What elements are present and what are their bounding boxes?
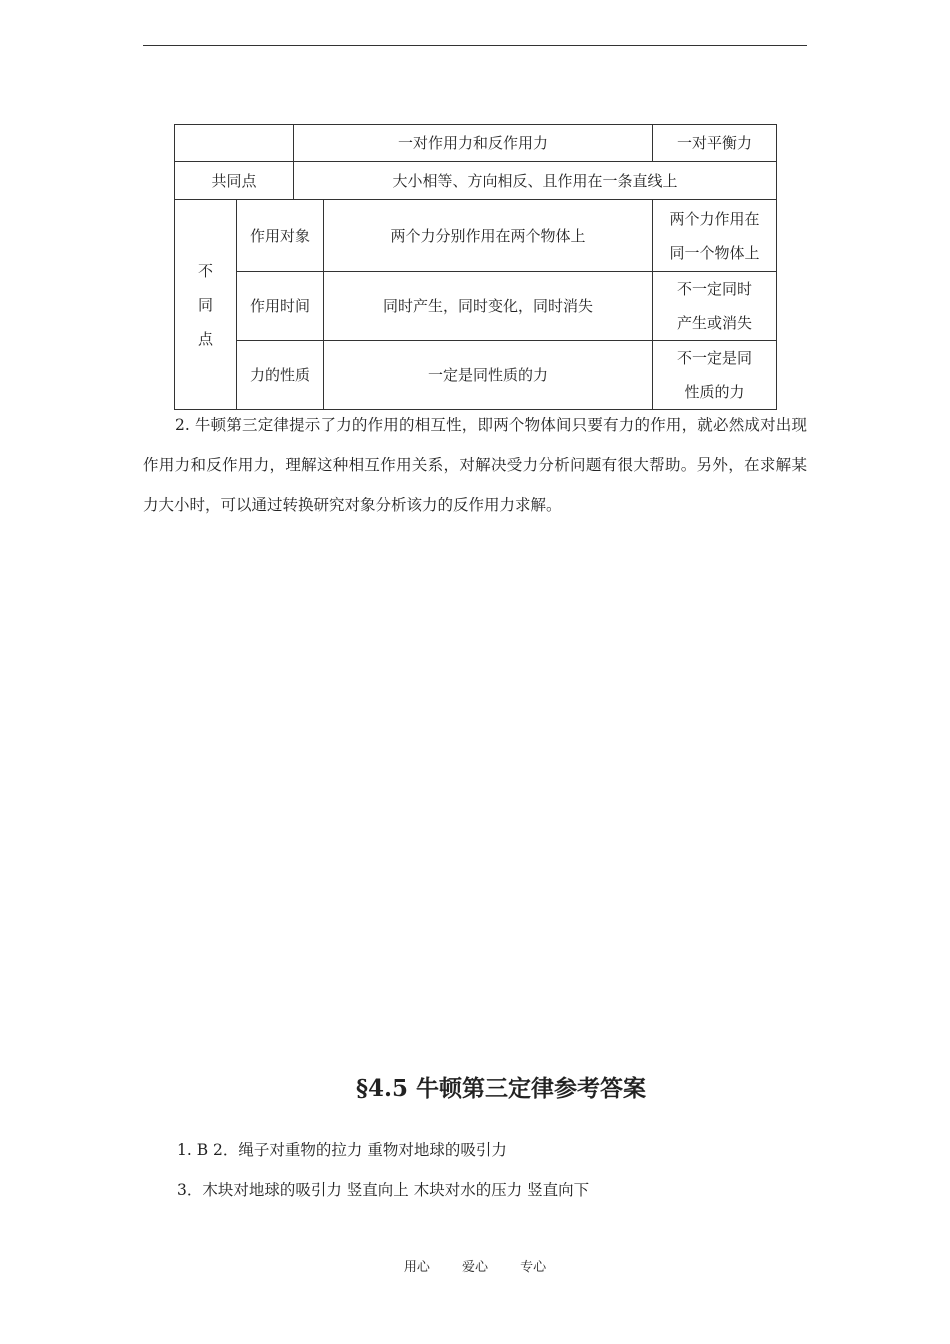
row-balance-line: 同一个物体上 (669, 243, 760, 262)
row-action-reaction: 同时产生，同时变化，同时消失 (324, 272, 653, 341)
row-label: 作用对象 (237, 200, 324, 272)
comparison-table (174, 124, 777, 410)
row-label: 作用时间 (237, 272, 324, 341)
row-balance-line: 不一定同时 (677, 280, 753, 298)
row-label: 力的性质 (237, 341, 324, 410)
section-title: §4.5 牛顿第三定律参考答案 (355, 1075, 647, 1102)
header-balance: 一对平衡力 (653, 125, 777, 162)
common-label: 共同点 (175, 162, 294, 200)
row-balance (653, 341, 777, 410)
row-balance-line: 两个力作用在 (669, 209, 760, 228)
row-balance-line: 产生或消失 (677, 314, 753, 332)
footer-word: 用心 (403, 1260, 430, 1275)
footer-word: 爱心 (461, 1260, 488, 1275)
common-value: 大小相等、方向相反、且作用在一条直线上 (294, 162, 777, 200)
row-balance-line: 不一定是同 (677, 349, 753, 367)
difference-label (175, 200, 237, 410)
page-footer (0, 1256, 950, 1275)
row-balance-line: 性质的力 (684, 383, 745, 401)
row-balance (653, 272, 777, 341)
header-rule (143, 45, 807, 46)
row-balance (653, 200, 777, 272)
row-action-reaction: 一定是同性质的力 (324, 341, 653, 410)
answer-line: 1. B 2．绳子对重物的拉力 重物对地球的吸引力 (177, 1141, 507, 1159)
difference-char: 同 (197, 295, 213, 314)
explanation-paragraph: 2. 牛顿第三定律提示了力的作用的相互性，即两个物体间只要有力的作用，就必然成对出现作用力和反作用力，理解这种相互作用关系，对解决受力分析问题有很大帮助。另外，在求解某力大小时，可以通过转换研究对象分析该力的反作用力求解。 (143, 416, 807, 514)
difference-char: 点 (197, 329, 213, 348)
header-action-reaction: 一对作用力和反作用力 (294, 125, 653, 162)
answer-line: 3．木块对地球的吸引力 竖直向上 木块对水的压力 竖直向下 (177, 1181, 590, 1199)
table-corner-cell (175, 125, 294, 162)
difference-char: 不 (197, 261, 213, 280)
row-action-reaction: 两个力分别作用在两个物体上 (324, 200, 653, 272)
footer-word: 专心 (520, 1260, 547, 1275)
